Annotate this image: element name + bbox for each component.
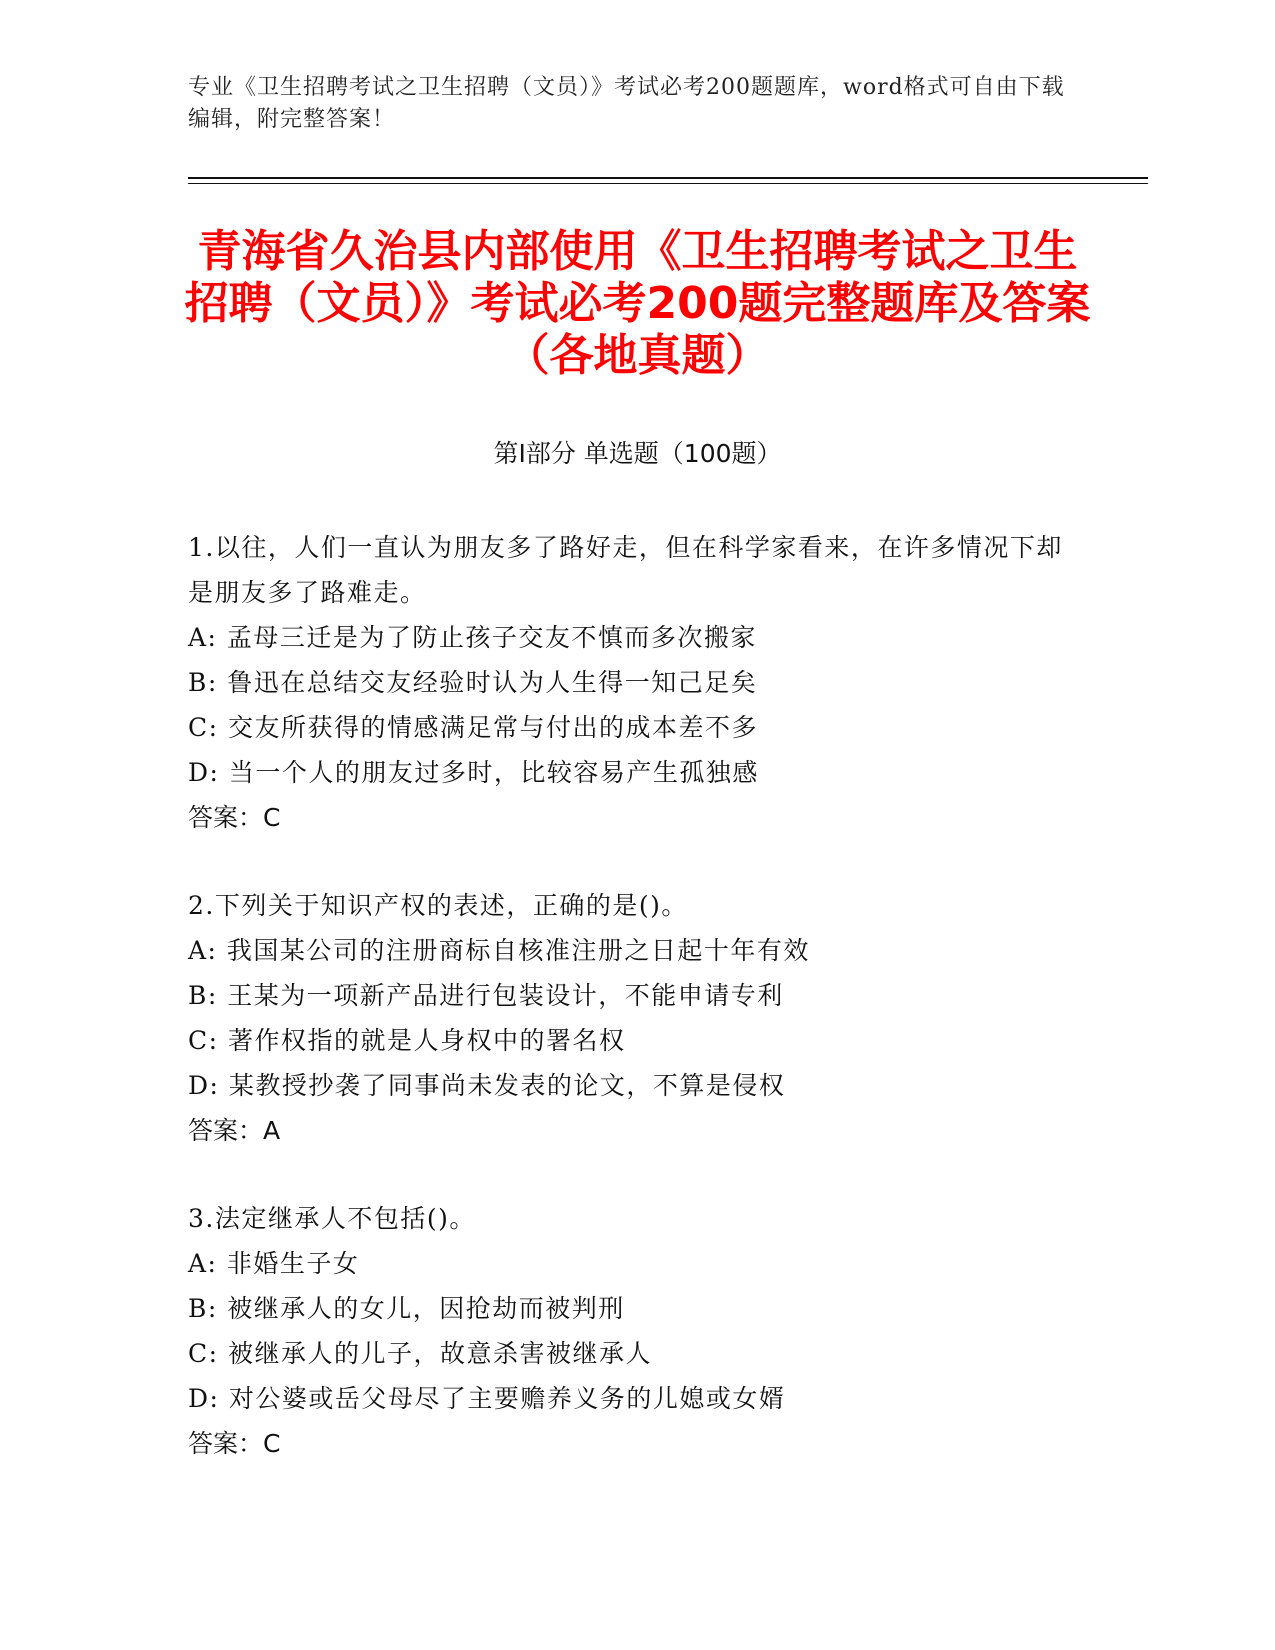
document-title: 青海省久治县内部使用《卫生招聘考试之卫生招聘（文员）》考试必考200题完整题库及答案（各地真题） <box>184 226 1091 381</box>
question-stem: 3.法定继承人不包括()。 <box>188 1204 476 1233</box>
question-list <box>188 525 1088 1509</box>
header-divider-thick <box>188 177 1148 179</box>
header-note: 专业《卫生招聘考试之卫生招聘（文员）》考试必考200题题库，word格式可自由下载编辑，附完整答案！ <box>188 75 1065 132</box>
option-b: B: 王某为一项新产品进行包装设计，不能申请专利 <box>188 981 784 1010</box>
option-c: C: 交友所获得的情感满足常与付出的成本差不多 <box>188 713 758 742</box>
option-d: D: 对公婆或岳父母尽了主要赡养义务的儿媳或女婿 <box>188 1384 786 1413</box>
question-item <box>188 1196 1088 1466</box>
section-heading: 第I部分 单选题（100题） <box>493 439 782 468</box>
option-a: A: 孟母三迁是为了防止孩子交友不慎而多次搬家 <box>188 623 757 652</box>
option-c: C: 著作权指的就是人身权中的署名权 <box>188 1026 626 1055</box>
option-a: A: 非婚生子女 <box>188 1249 360 1278</box>
option-a: A: 我国某公司的注册商标自核准注册之日起十年有效 <box>188 936 810 965</box>
question-item <box>188 525 1088 840</box>
header-divider-thin <box>188 183 1148 184</box>
option-b: B: 鲁迅在总结交友经验时认为人生得一知己足矣 <box>188 668 758 697</box>
question-stem: 1.以往，人们一直认为朋友多了路好走，但在科学家看来，在许多情况下却是朋友多了路难走。 <box>188 533 1063 607</box>
option-c: C: 被继承人的儿子，故意杀害被继承人 <box>188 1339 652 1368</box>
option-b: B: 被继承人的女儿，因抢劫而被判刑 <box>188 1294 625 1323</box>
question-item <box>188 883 1088 1153</box>
option-d: D: 当一个人的朋友过多时，比较容易产生孤独感 <box>188 758 759 787</box>
answer-line: 答案：C <box>188 803 281 832</box>
answer-line: 答案：A <box>188 1116 281 1145</box>
answer-line: 答案：C <box>188 1429 281 1458</box>
question-stem: 2.下列关于知识产权的表述，正确的是()。 <box>188 891 688 920</box>
option-d: D: 某教授抄袭了同事尚未发表的论文，不算是侵权 <box>188 1071 786 1100</box>
